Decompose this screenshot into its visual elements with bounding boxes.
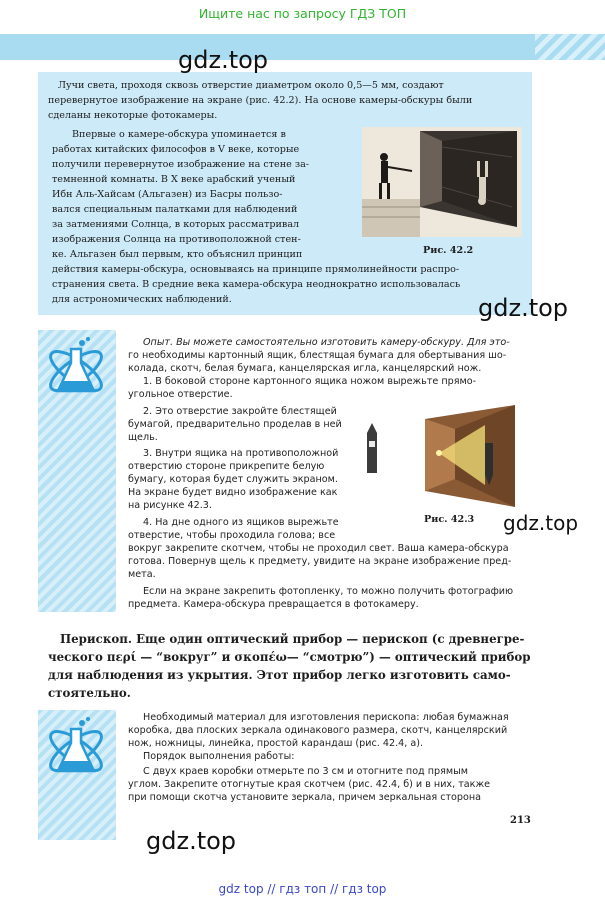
watermark: gdz.top (146, 827, 237, 855)
text-line: Лучи света, проходя сквозь отверстие диаметром около 0,5—5 мм, создают (58, 80, 444, 91)
watermark: gdz.top (503, 511, 579, 535)
text-line: вался специальным палатками для наблюдений (52, 204, 298, 215)
text-line: Перископ. Еще один оптический прибор — перископ (с древнегре- (60, 632, 525, 646)
text-line: предмета. Камера-обскура превращается в фотокамеру. (128, 599, 419, 610)
text-line: ке. Альгазен был первым, кто объяснил принцип (52, 249, 303, 260)
text-line: Опыт. Вы можете самостоятельно изготовить камеру-обскуру. Для это- (143, 337, 510, 348)
text-line: угольное отверстие. (128, 389, 233, 400)
text-line: На экране будет видно изображение как (128, 487, 338, 498)
top-search-hint[interactable]: Ищите нас по запросу ГДЗ ТОП (198, 6, 407, 21)
text-line: при помощи скотча установите зеркала, причем зеркальная сторона (128, 792, 482, 803)
text-line: странения света. В средние века камера-обскура неоднократно использовалась (52, 279, 461, 290)
text-line: темненной комнаты. В X веке арабский ученый (52, 174, 296, 185)
text-line: 2. Это отверстие закройте блестящей (143, 406, 337, 417)
header-band (0, 34, 605, 60)
text-line: 1. В боковой стороне картонного ящика ножом вырежьте прямо- (143, 376, 477, 387)
page-number: 213 (510, 815, 531, 826)
text-line: колада, скотч, белая бумага, канцелярская игла, канцелярский нож. (128, 363, 482, 374)
text-line: получили перевернутое изображение на стене за- (52, 159, 310, 170)
text-line: для астрономических наблюдений. (52, 294, 232, 305)
text-line: изображения Солнца на противоположной стен- (52, 234, 301, 245)
text-line: ческого περί — “вокруг” и σκοπέω— “смотрю”) — оптический прибор (48, 650, 531, 664)
text-line: 3. Внутри ящика на противоположной (143, 448, 339, 459)
text-line: работах китайских философов в V веке, которые (52, 144, 300, 155)
text-line: го необходимы картонный ящик, блестящая бумага для обертывания шо- (128, 350, 507, 361)
science-flask-icon (42, 715, 110, 781)
header-band-stripes (535, 34, 605, 60)
text-line: С двух краев коробки отмерьте по 3 см и отогните под прямым (143, 766, 468, 777)
text-line: готова. Повернув щель к предмету, увидите на экране изображение пред- (128, 556, 512, 567)
text-line: отверстие, чтобы проходила голова; все (128, 530, 336, 541)
figure-caption: Рис. 42.3 (424, 514, 475, 525)
footer-links[interactable]: gdz top // гдз топ // гдз top (218, 882, 387, 896)
text-line: Порядок выполнения работы: (143, 751, 295, 762)
text-line: на рисунке 42.3. (128, 500, 212, 511)
text-line: для наблюдения из укрытия. Этот прибор легко изготовить само- (48, 668, 511, 682)
text-line: бумагой, предварительно проделав в ней (128, 419, 342, 430)
watermark: gdz.top (478, 294, 569, 322)
text-line: мета. (128, 569, 156, 580)
text-line: действия камеры-обскура, основываясь на принципе прямолинейности распро- (52, 264, 460, 275)
text-line: Если на экране закрепить фотопленку, то можно получить фотографию (143, 586, 514, 597)
text-line: стоятельно. (48, 686, 131, 700)
text-line: нож, ножницы, линейка, простой карандаш (рис. 42.4, а). (128, 738, 424, 749)
text-line: перевернутое изображение на экране (рис. 42.2). На основе камеры-обскуры были (48, 95, 473, 106)
text-line: Ибн Аль-Хайсам (Альгазен) из Басры пользо- (52, 189, 283, 200)
text-line: вокруг закрепите скотчем, чтобы не проходил свет. Ваша камера-обскура (128, 543, 509, 554)
text-line: отверстию стороне прикрепите белую (128, 461, 325, 472)
text-line: сделаны некоторые фотокамеры. (48, 110, 218, 121)
text-line: бумагу, которая будет служить экраном. (128, 474, 338, 485)
science-flask-icon (42, 335, 110, 401)
text-line: коробка, два плоских зеркала одинакового размера, скотч, канцелярский (128, 725, 508, 736)
figure-caption: Рис. 42.2 (423, 245, 474, 256)
camera-obscura-diagram (367, 405, 522, 510)
text-line: углом. Закрепите отогнутые края скотчем (рис. 42.4, б) и в них, также (128, 779, 491, 790)
text-line: за затмениями Солнца, в которых рассматривал (52, 219, 300, 230)
text-line: Впервые о камере-обскура упоминается в (72, 129, 286, 140)
camera-obscura-engraving (362, 127, 522, 237)
watermark: gdz.top (178, 46, 269, 74)
text-line: 4. На дне одного из ящиков вырежьте (143, 517, 339, 528)
text-line: щель. (128, 432, 158, 443)
text-line: Необходимый материал для изготовления перископа: любая бумажная (143, 712, 509, 723)
